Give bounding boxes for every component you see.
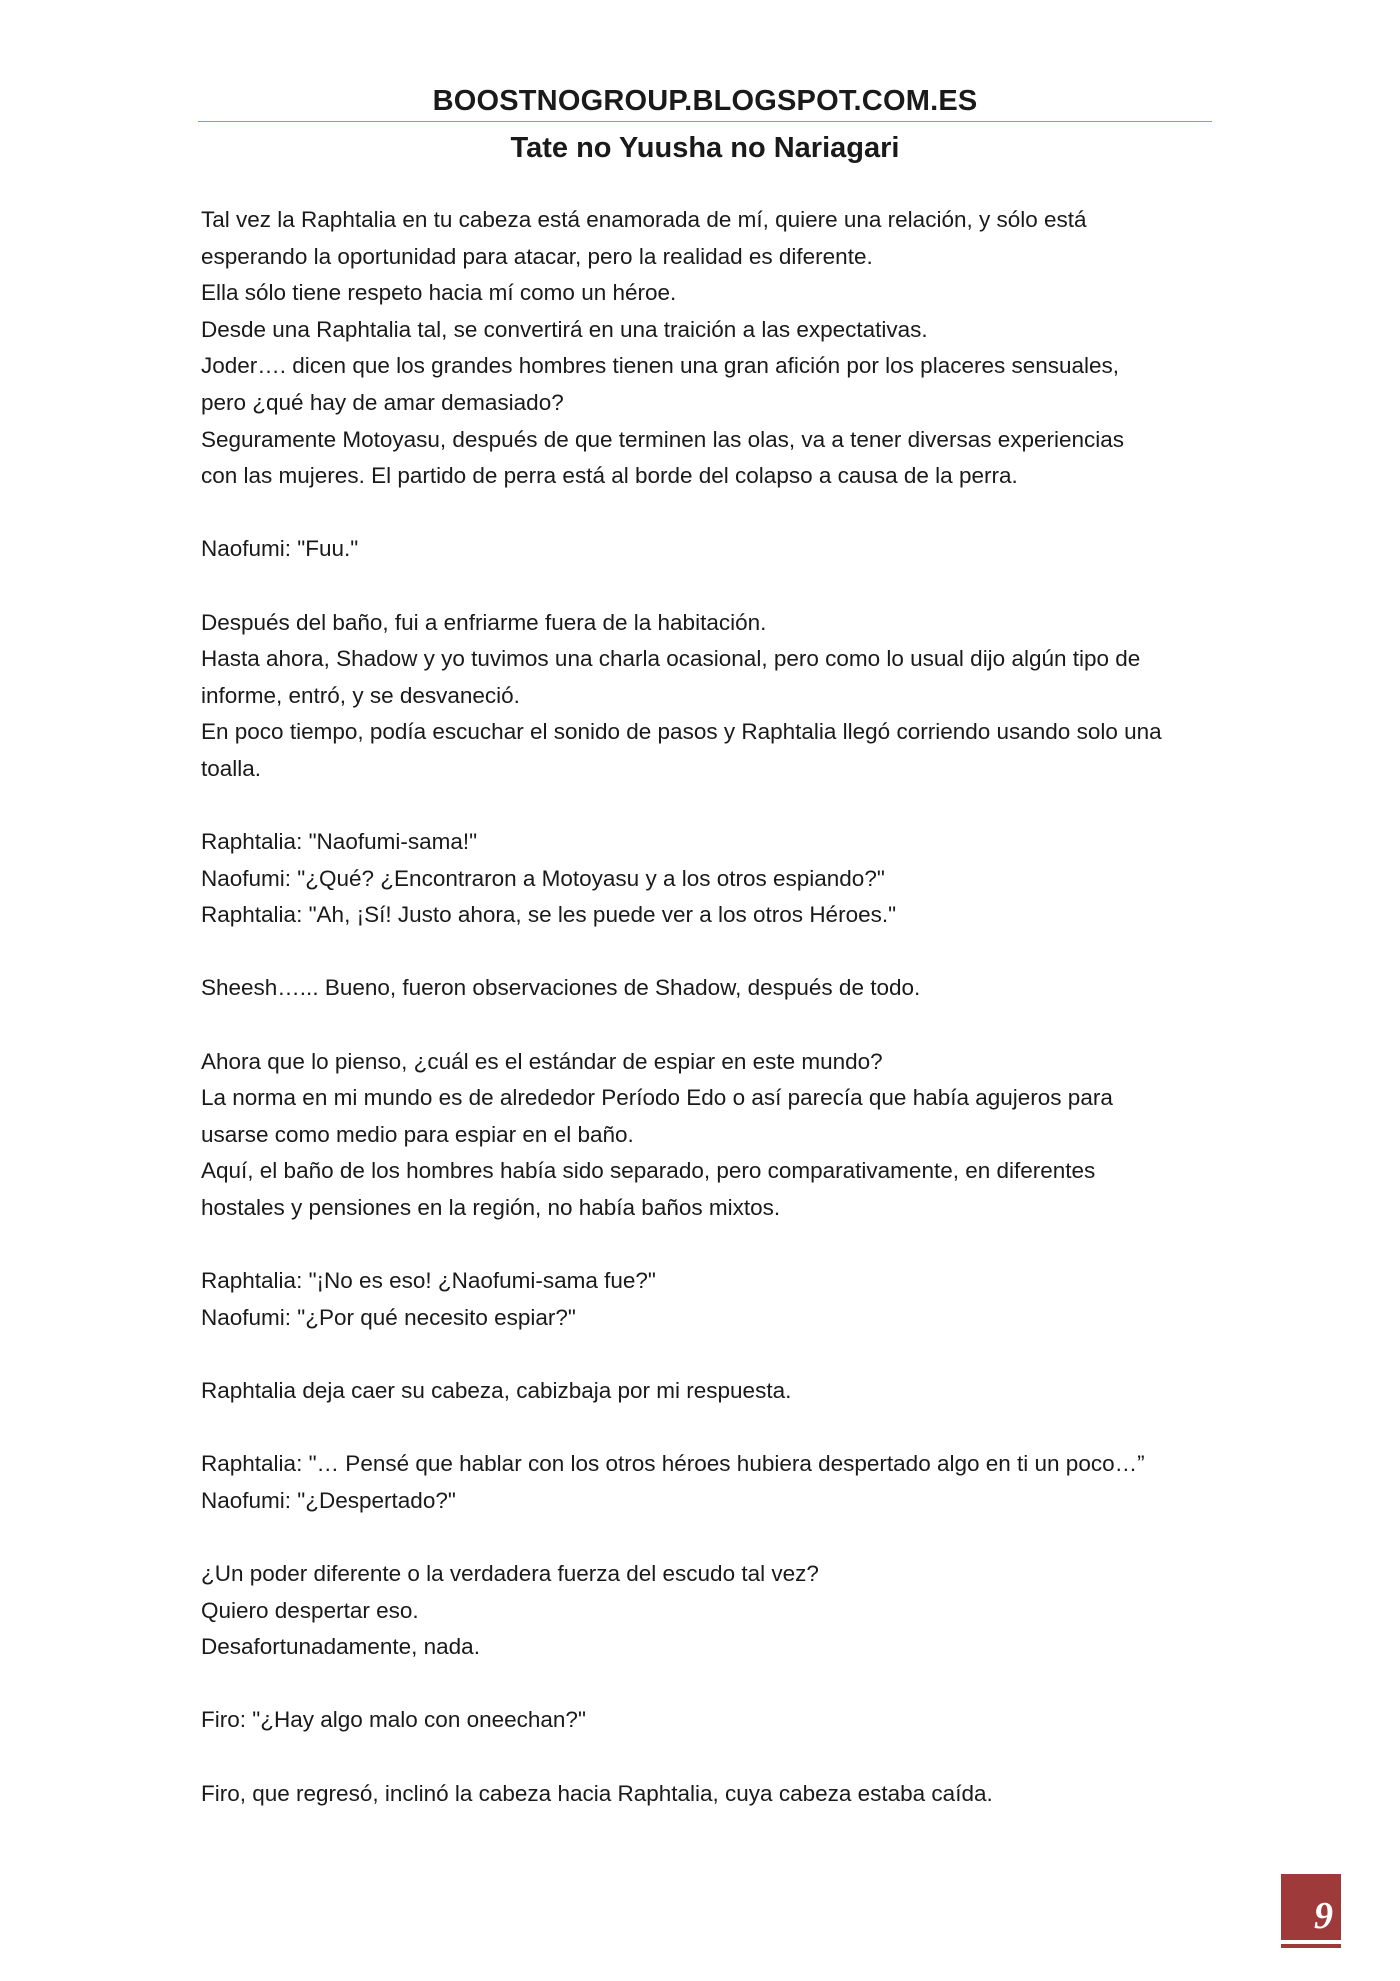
site-url: BOOSTNOGROUP.BLOGSPOT.COM.ES: [432, 85, 978, 117]
text-line: Seguramente Motoyasu, después de que terminen las olas, va a tener diversas experiencias: [201, 426, 1125, 452]
text-line: pero ¿qué hay de amar demasiado?: [201, 389, 564, 415]
text-line: Raphtalia: "¡No es eso! ¿Naofumi-sama fue?": [201, 1268, 656, 1294]
body-text: [201, 202, 1221, 1849]
text-line: Firo: "¿Hay algo malo con oneechan?": [201, 1707, 586, 1733]
text-line: Después del baño, fui a enfriarme fuera de la habitación.: [201, 609, 767, 635]
document-title: Tate no Yuusha no Nariagari: [510, 132, 900, 164]
text-line: con las mujeres. El partido de perra está al borde del colapso a causa de la perra.: [201, 463, 1018, 489]
text-line: Naofumi: "¿Despertado?": [201, 1487, 456, 1513]
text-line: Raphtalia: "Ah, ¡Sí! Justo ahora, se les puede ver a los otros Héroes.": [201, 902, 897, 928]
page-header: [198, 84, 1212, 165]
text-line: Ella sólo tiene respeto hacia mí como un héroe.: [201, 280, 677, 306]
text-line: Raphtalia deja caer su cabeza, cabizbaja por mi respuesta.: [201, 1378, 792, 1403]
text-line: Naofumi: "¿Por qué necesito espiar?": [201, 1304, 576, 1330]
header-divider: [198, 121, 1212, 122]
text-line: Quiero despertar eso.: [201, 1597, 419, 1623]
text-line: Naofumi: "¿Qué? ¿Encontraron a Motoyasu y a los otros espiando?": [201, 865, 885, 891]
paragraph: [201, 970, 1221, 1007]
text-line: Sheesh…... Bueno, fueron observaciones de Shadow, después de todo.: [201, 975, 921, 1001]
paragraph: [201, 1373, 1221, 1410]
paragraph: [201, 1556, 1221, 1666]
text-line: esperando la oportunidad para atacar, pero la realidad es diferente.: [201, 243, 873, 269]
text-line: Desde una Raphtalia tal, se convertirá en una traición a las expectativas.: [201, 316, 928, 342]
paragraph: [201, 1776, 1221, 1813]
text-line: Tal vez la Raphtalia en tu cabeza está enamorada de mí, quiere una relación, y sólo está: [201, 207, 1087, 232]
text-line: Joder…. dicen que los grandes hombres tienen una gran afición por los placeres sensuales,: [201, 353, 1120, 379]
paragraph: [201, 1263, 1221, 1336]
paragraph: [201, 1702, 1221, 1739]
text-line: usarse como medio para espiar en el baño.: [201, 1121, 634, 1147]
text-line: Raphtalia: "… Pensé que hablar con los otros héroes hubiera despertado algo en ti un poco…”: [201, 1451, 1145, 1477]
text-line: La norma en mi mundo es de alrededor Período Edo o así parecía que había agujeros para: [201, 1085, 1113, 1111]
text-line: Aquí, el baño de los hombres había sido separado, pero comparativamente, en diferentes: [201, 1158, 1096, 1184]
paragraph: [201, 202, 1221, 495]
paragraph: [201, 824, 1221, 934]
text-line: Firo, que regresó, inclinó la cabeza hacia Raphtalia, cuya cabeza estaba caída.: [201, 1780, 993, 1806]
paragraph: [201, 1044, 1221, 1227]
paragraph: [201, 1446, 1221, 1519]
text-line: Ahora que lo pienso, ¿cuál es el estándar de espiar en este mundo?: [201, 1048, 883, 1074]
text-line: Raphtalia: "Naofumi-sama!": [201, 829, 478, 855]
page-number-badge: 9: [1281, 1874, 1341, 1944]
text-line: En poco tiempo, podía escuchar el sonido de pasos y Raphtalia llegó corriendo usando solo una: [201, 719, 1162, 745]
text-line: ¿Un poder diferente o la verdadera fuerza del escudo tal vez?: [201, 1560, 819, 1586]
text-line: Hasta ahora, Shadow y yo tuvimos una charla ocasional, pero como lo usual dijo algún tipo de: [201, 646, 1141, 672]
text-line: Desafortunadamente, nada.: [201, 1634, 480, 1660]
text-line: hostales y pensiones en la región, no había baños mixtos.: [201, 1195, 781, 1221]
text-line: Naofumi: "Fuu.": [201, 536, 359, 562]
text-line: informe, entró, y se desvaneció.: [201, 682, 520, 708]
paragraph: [201, 605, 1221, 788]
text-line: toalla.: [201, 755, 262, 781]
paragraph: [201, 531, 1221, 568]
